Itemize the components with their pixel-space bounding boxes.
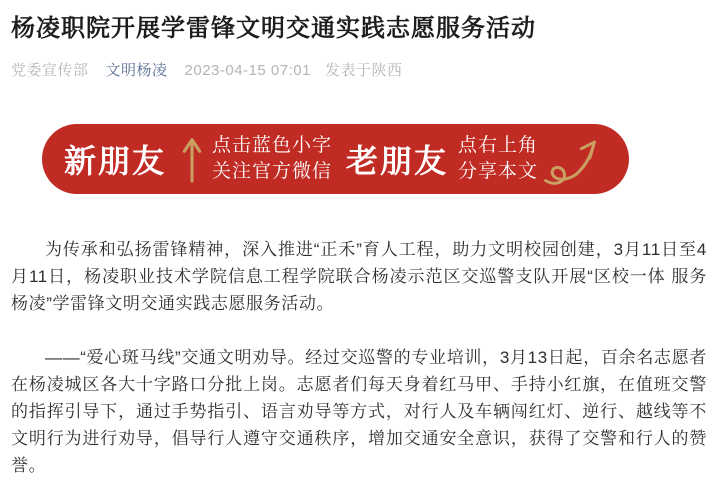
up-arrow-icon [179, 134, 205, 184]
byline [11, 59, 707, 80]
curly-share-arrow-icon [540, 132, 602, 186]
old-friends-label: 老朋友 [346, 143, 449, 179]
article-page [0, 14, 718, 479]
follow-share-banner [42, 124, 629, 194]
page-title: 杨凌职院开展学雷锋文明交通实践志愿服务活动 [11, 15, 536, 42]
publish-datetime: 2023-04-15 07:01 [184, 62, 311, 79]
old-friends-hint [458, 133, 538, 185]
publish-location: 发表于陕西 [324, 62, 403, 79]
new-friends-hint-line2: 关注官方微信 [212, 161, 333, 182]
old-friends-hint-line2: 分享本文 [458, 161, 539, 182]
author-department: 党委宣传部 [11, 62, 89, 79]
new-friends-hint [212, 133, 332, 185]
official-account-link[interactable]: 文明杨凌 [105, 62, 168, 79]
paragraph-intro: 为传承和弘扬雷锋精神，深入推进“正禾”育人工程，助力文明校园创建，3月11日至4月11日，杨凌职业技术学院信息工程学院联合杨凌示范区交巡警支队开展“区校一体 服务杨凌”学雷锋文明交通实践志愿服务活动。 [11, 240, 707, 313]
paragraph-activity: ——“爱心斑马线”交通文明劝导。经过交巡警的专业培训，3月13日起，百余名志愿者在杨凌城区各大十字路口分批上岗。志愿者们每天身着红马甲、手持小红旗，在值班交警的指挥引导下，通过手势指引、语言劝导等方式，对行人及车辆闯红灯、逆行、越线等不文明行为进行劝导，倡导行人遵守交通秩序，增加交通安全意识，获得了交警和行人的赞誉。 [11, 348, 707, 475]
old-friends-hint-line1: 点右上角 [458, 135, 539, 156]
new-friends-hint-line1: 点击蓝色小字 [212, 135, 333, 156]
new-friends-label: 新朋友 [64, 143, 167, 179]
